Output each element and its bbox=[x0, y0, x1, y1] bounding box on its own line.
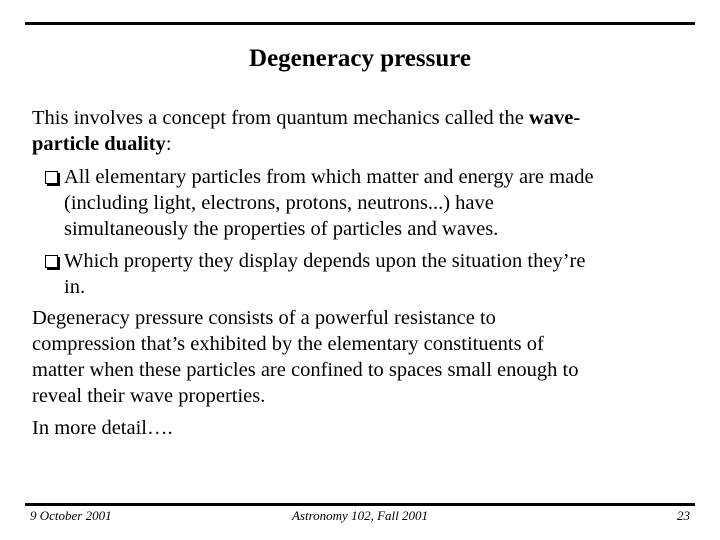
footer-page-number: 23 bbox=[677, 508, 690, 523]
bullet-text: Which property they display depends upon the situation they’re bbox=[64, 250, 586, 272]
intro-line-1 bbox=[32, 106, 580, 130]
intro-bold-2: particle duality bbox=[32, 133, 166, 155]
bottom-rule bbox=[25, 503, 695, 506]
checkbox-bullet-icon bbox=[45, 171, 58, 184]
bullet-1-line-1 bbox=[45, 165, 594, 189]
intro-text: This involves a concept from quantum mechanics called the bbox=[32, 107, 529, 129]
paragraph-line-3: matter when these particles are confined to spaces small enough to bbox=[32, 359, 579, 381]
bullet-1-line-2: (including light, electrons, protons, neutrons...) have bbox=[64, 192, 494, 214]
paragraph-line-2: compression that’s exhibited by the elementary constituents of bbox=[32, 333, 544, 355]
paragraph-line-1: Degeneracy pressure consists of a powerful resistance to bbox=[32, 307, 496, 329]
slide-title: Degeneracy pressure bbox=[249, 45, 471, 72]
footer-date: 9 October 2001 bbox=[30, 508, 112, 523]
checkbox-bullet-icon bbox=[45, 255, 58, 268]
intro-bold: wave- bbox=[528, 107, 581, 129]
closing-line: In more detail…. bbox=[32, 417, 173, 439]
paragraph-line-4: reveal their wave properties. bbox=[32, 385, 266, 407]
bullet-2-line-1 bbox=[45, 249, 585, 273]
intro-line-2 bbox=[32, 132, 172, 156]
bullet-2-line-2: in. bbox=[64, 276, 86, 298]
bullet-text: All elementary particles from which matter and energy are made bbox=[64, 166, 594, 188]
footer-course: Astronomy 102, Fall 2001 bbox=[291, 508, 428, 523]
top-rule bbox=[25, 22, 695, 25]
intro-colon: : bbox=[165, 133, 172, 155]
bullet-1-line-3: simultaneously the properties of particles and waves. bbox=[64, 218, 499, 240]
